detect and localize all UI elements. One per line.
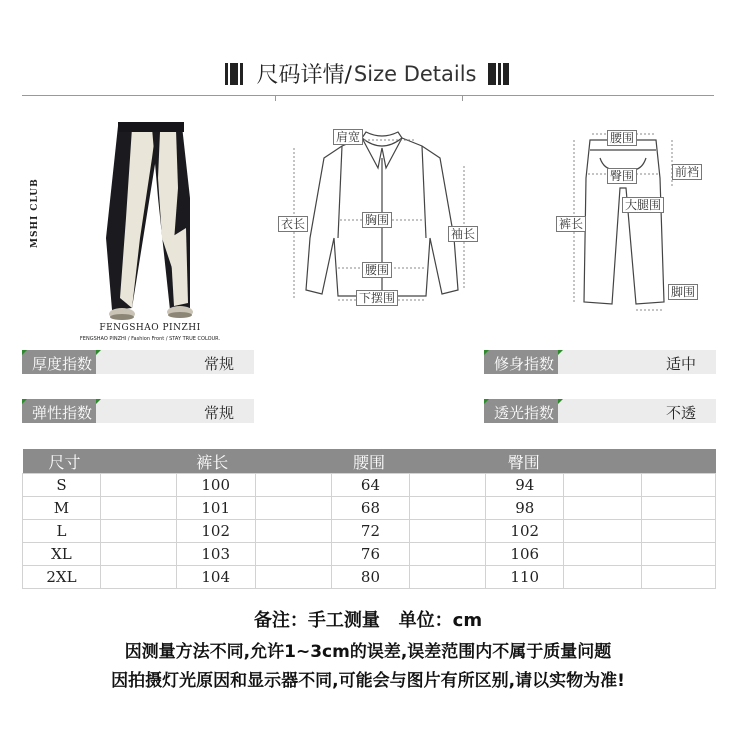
shirt-label-sleeve: 袖长 [448,226,478,242]
index-thickness [22,350,254,374]
cell-size: S [23,474,101,497]
pants-label-thigh: 大腿围 [622,197,664,213]
cell-size: XL [23,543,101,566]
index-elasticity [22,399,254,423]
shirt-label-hem: 下摆围 [356,290,398,306]
page-header [0,58,736,94]
cell-waist: 76 [331,543,410,566]
header-size: 尺寸 [23,449,177,474]
shirt-label-waist: 腰围 [362,262,392,278]
cell-length: 103 [176,543,255,566]
header-bars-right-icon [488,63,511,85]
brand-side-text: MSHI CLUB [30,178,40,248]
divider-tick [462,95,463,101]
index-value: 常规 [203,355,234,373]
shirt-label-shoulder: 肩宽 [333,129,363,145]
table-row [23,497,716,520]
index-label: 厚度指数 [32,355,93,373]
cell-waist: 64 [331,474,410,497]
cell-length: 101 [176,497,255,520]
cell-length: 100 [176,474,255,497]
cell-length: 104 [176,566,255,589]
cell-size: M [23,497,101,520]
pants-label-length: 裤长 [556,216,586,232]
header-bars-left-icon [225,63,245,85]
cell-hip: 110 [486,566,564,589]
cell-hip: 102 [486,520,564,543]
cell-waist: 68 [331,497,410,520]
table-row [23,520,716,543]
size-table [22,449,716,589]
pants-label-leg-opening: 脚围 [668,284,698,300]
table-row [23,543,716,566]
index-fit [484,350,716,374]
product-jeans-image [40,118,220,348]
index-label: 透光指数 [494,404,555,422]
index-transparency [484,399,716,423]
cell-hip: 94 [486,474,564,497]
cell-hip: 106 [486,543,564,566]
table-row [23,474,716,497]
index-label: 修身指数 [494,355,555,373]
header-title-en: Size Details [353,61,477,86]
cell-size: L [23,520,101,543]
note-color-disclaimer: 因拍摄灯光原因和显示器不同,可能会与图片有所区别,请以实物为准! [111,671,625,691]
cell-waist: 72 [331,520,410,543]
note-measurement: 备注：手工测量 单位：cm [253,610,483,631]
cell-size: 2XL [23,566,101,589]
cell-waist: 80 [331,566,410,589]
header-length: 裤长 [176,449,331,474]
index-value: 常规 [203,404,234,422]
cell-hip: 98 [486,497,564,520]
pants-label-hip: 臀围 [607,168,637,184]
pants-label-waist: 腰围 [607,130,637,146]
header-hip: 臀围 [486,449,642,474]
brand-name: FENGSHAO PINZHI [99,323,201,333]
header-divider [22,95,714,96]
table-row [23,566,716,589]
shirt-label-chest: 胸围 [362,212,392,228]
shirt-label-length: 衣长 [278,216,308,232]
header-waist: 腰围 [331,449,486,474]
divider-tick [275,95,276,101]
index-value: 不透 [665,404,696,422]
index-label: 弹性指数 [32,404,93,422]
note-tolerance: 因测量方法不同,允许1~3cm的误差,误差范围内不属于质量问题 [124,642,612,662]
index-value: 适中 [665,355,696,373]
header-title-cn: 尺码详情/ [256,63,352,88]
cell-length: 102 [176,520,255,543]
brand-tagline: FENGSHAO PINZHI / Fashion Front / STAY TRUE COLOUR. [79,336,221,342]
pants-label-front-rise: 前裆 [672,164,702,180]
table-header-row [23,449,716,474]
